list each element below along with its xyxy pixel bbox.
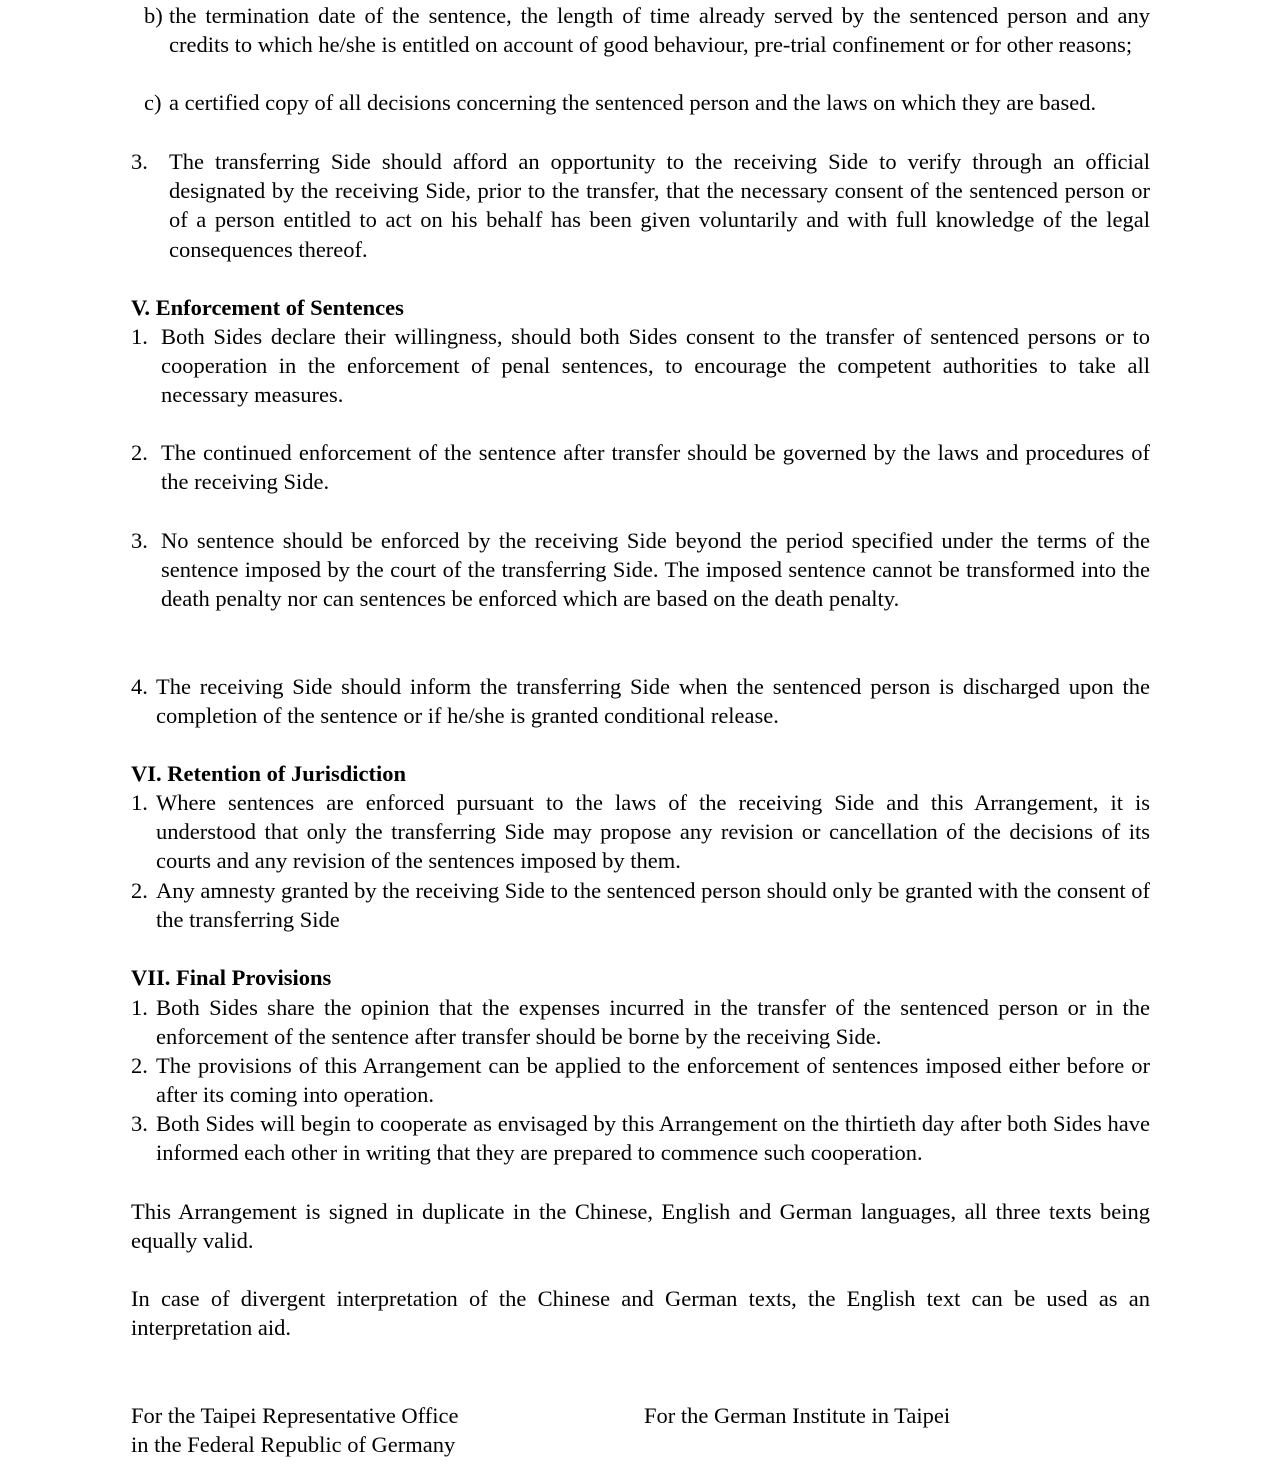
list-item	[131, 1109, 1150, 1167]
list-item	[131, 322, 1150, 410]
list-item	[131, 788, 1150, 876]
item-text: The continued enforcement of the sentence after transfer should be governed by the laws and procedures of the receiving Side.	[161, 440, 1150, 495]
item-text: No sentence should be enforced by the receiving Side beyond the period specified under the terms of the sentence imposed by the court of the transferring Side. The imposed sentence cannot be transformed into the death penalty nor can sentences be enforced which are based on the death penalty.	[161, 528, 1150, 612]
list-item	[131, 672, 1150, 730]
item-marker: 4.	[131, 674, 148, 699]
list-item	[131, 438, 1150, 496]
item-text: Any amnesty granted by the receiving Side to the sentenced person should only be granted with the consent of the transferring Side	[156, 878, 1150, 933]
item-text: The receiving Side should inform the transferring Side when the sentenced person is discharged upon the completion of the sentence or if he/she is granted conditional release.	[156, 674, 1150, 729]
item-text: Both Sides will begin to cooperate as envisaged by this Arrangement on the thirtieth day after both Sides have informed each other in writing that they are prepared to commence such cooperation.	[156, 1111, 1150, 1166]
item-marker: 2.	[131, 1053, 148, 1078]
item-text: Both Sides share the opinion that the expenses incurred in the transfer of the sentenced person or in the enforcement of the sentence after transfer should be borne by the receiving Side.	[156, 995, 1150, 1050]
list-item	[131, 876, 1150, 934]
section-heading: VI. Retention of Jurisdiction	[131, 761, 406, 786]
item-marker: 1.	[131, 790, 148, 815]
item-marker: c)	[144, 90, 162, 115]
list-item	[131, 147, 1150, 264]
item-marker: 2.	[131, 878, 148, 903]
item-marker: 1.	[131, 995, 148, 1020]
item-marker: 3.	[131, 1111, 148, 1136]
list-item	[131, 526, 1150, 614]
item-marker: 2.	[131, 440, 148, 465]
item-text: Both Sides declare their willingness, should both Sides consent to the transfer of sentenced persons or to cooperation in the enforcement of penal sentences, to encourage the competent authorities to take all necessary measures.	[161, 324, 1150, 408]
closing-interpretation-paragraph: In case of divergent interpretation of the Chinese and German texts, the English text can be used as an interpretation aid.	[131, 1286, 1150, 1341]
list-item	[131, 993, 1150, 1051]
list-item	[144, 88, 1150, 117]
list-item	[144, 1, 1150, 59]
item-text: The transferring Side should afford an opportunity to the receiving Side to verify through an official designated by the receiving Side, prior to the transfer, that the necessary consent of the sentenced person or of a person entitled to act on his behalf has been given voluntarily and with full knowledge of the legal consequences thereof.	[169, 149, 1150, 262]
item-marker: 3.	[131, 149, 148, 174]
section-heading: VII. Final Provisions	[131, 965, 332, 990]
item-text: the termination date of the sentence, the length of time already served by the sentenced person and any credits to which he/she is entitled on account of good behaviour, pre-trial confinement or for other reasons;	[169, 3, 1150, 58]
item-text: Where sentences are enforced pursuant to the laws of the receiving Side and this Arrangement, it is understood that only the transferring Side may propose any revision or cancellation of the decisions of its courts and any revision of the sentences imposed by them.	[156, 790, 1150, 874]
list-item	[131, 1051, 1150, 1109]
signature-right-line1: For the German Institute in Taipei	[644, 1403, 951, 1428]
item-marker: b)	[144, 3, 163, 28]
section-heading: V. Enforcement of Sentences	[131, 295, 404, 320]
item-marker: 1.	[131, 324, 148, 349]
signature-left-line1: For the Taipei Representative Office	[131, 1403, 459, 1428]
item-text: The provisions of this Arrangement can be applied to the enforcement of sentences imposed either before or after its coming into operation.	[156, 1053, 1150, 1108]
signature-left-line2: in the Federal Republic of Germany	[131, 1432, 456, 1457]
item-marker: 3.	[131, 528, 148, 553]
item-text: a certified copy of all decisions concerning the sentenced person and the laws on which they are based.	[169, 90, 1097, 115]
closing-languages-paragraph: This Arrangement is signed in duplicate in the Chinese, English and German languages, all three texts being equally valid.	[131, 1199, 1150, 1254]
